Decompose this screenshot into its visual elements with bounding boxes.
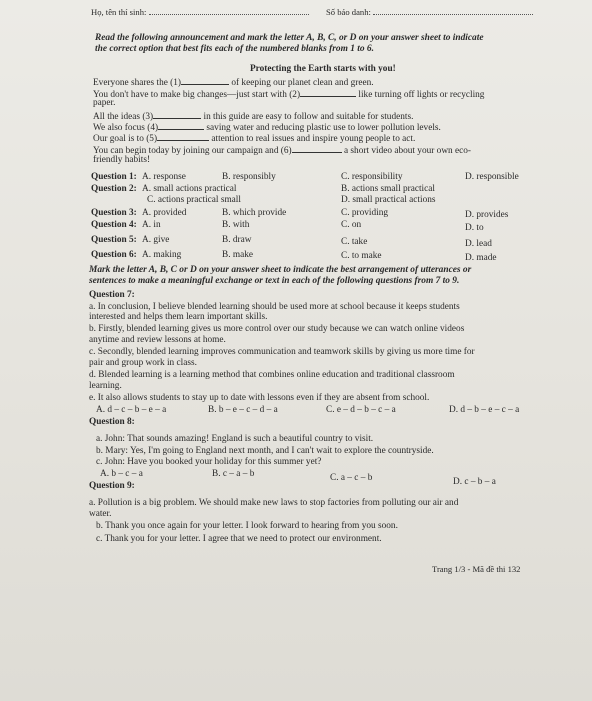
question-6: Question 6: A. making B. make C. to make D. made xyxy=(91,250,497,263)
q9-line-a1: a. Pollution is a big problem. We should make new laws to stop factories from polluting our air and xyxy=(89,498,459,508)
q4-option-c[interactable]: C. on xyxy=(341,220,362,230)
passage-line-2b: paper. xyxy=(93,98,116,108)
q8-line-a: a. John: That sounds amazing! England is such a beautiful country to visit. xyxy=(96,434,374,444)
page-footer: Trang 1/3 - Mã đề thi 132 xyxy=(432,564,521,574)
q6-option-b[interactable]: B. make xyxy=(222,250,253,260)
q2-option-b[interactable]: B. actions small practical xyxy=(341,184,435,194)
candidate-id-blank xyxy=(373,14,533,15)
announcement-title: Protecting the Earth starts with you! xyxy=(250,64,396,74)
q4-option-d[interactable]: D. to xyxy=(465,223,484,233)
q1-option-a[interactable]: A. response xyxy=(142,172,186,182)
q7-option-b[interactable]: B. b – e – c – d – a xyxy=(208,405,278,415)
q7-line-a2: interested and helps them learn important skills. xyxy=(89,312,268,322)
question-3: Question 3: A. provided B. which provide C. providing D. provides xyxy=(91,208,509,220)
q5-option-c[interactable]: C. take xyxy=(341,237,368,247)
q6-option-c[interactable]: C. to make xyxy=(341,251,382,261)
q5-option-d[interactable]: D. lead xyxy=(465,239,492,249)
passage-line-2: You don't have to make big changes—just start with (2) like turning off lights or recycling xyxy=(93,90,485,100)
section1-instruction-line2: the correct option that best fits each of the numbered blanks from 1 to 6. xyxy=(95,44,374,54)
candidate-name-blank xyxy=(149,14,309,15)
section1-instruction-line1: Read the following announcement and mark the letter A, B, C, or D on your answer sheet to indicate xyxy=(95,33,484,43)
q9-line-a2: water. xyxy=(89,509,112,519)
blank-4 xyxy=(158,121,204,130)
q6-option-a[interactable]: A. making xyxy=(142,250,182,260)
q1-option-b[interactable]: B. responsibly xyxy=(222,172,276,182)
blank-3 xyxy=(153,110,201,119)
q7-line-b1: b. Firstly, blended learning gives us more control over our study because we can watch online videos xyxy=(89,324,465,334)
q8-line-b: b. Mary: Yes, I'm going to England next month, and I can't wait to explore the countryside. xyxy=(96,446,434,456)
q8-option-b[interactable]: B. c – a – b xyxy=(212,469,255,479)
q7-option-c[interactable]: C. e – d – b – c – a xyxy=(326,405,396,415)
q3-option-d[interactable]: D. provides xyxy=(465,210,509,220)
q8-option-c[interactable]: C. a – c – b xyxy=(330,473,373,483)
question-2: Question 2: A. small actions practical B. actions small practical xyxy=(91,184,435,194)
question-9-label: Question 9: xyxy=(89,481,135,491)
q7-line-a1: a. In conclusion, I believe blended learning should be used more at school because it keeps students xyxy=(89,302,460,312)
q4-option-b[interactable]: B. with xyxy=(222,220,250,230)
section2-instruction-line2: sentences to make a meaningful exchange or text in each of the following questions from 7 to 9. xyxy=(89,276,460,286)
q4-option-a[interactable]: A. in xyxy=(142,220,161,230)
q2-option-c[interactable]: C. actions practical small xyxy=(147,195,241,205)
q7-line-c1: c. Secondly, blended learning improves communication and teamwork skills by giving us more time for xyxy=(89,347,475,357)
q3-option-a[interactable]: A. provided xyxy=(142,208,187,218)
q9-line-c: c. Thank you for your letter. I agree that we need to protect our environment. xyxy=(96,534,382,544)
q3-option-b[interactable]: B. which provide xyxy=(222,208,287,218)
q6-option-d[interactable]: D. made xyxy=(465,253,497,263)
blank-1 xyxy=(181,76,229,85)
passage-line-1: Everyone shares the (1) of keeping our planet clean and green. xyxy=(93,78,374,88)
q8-option-d[interactable]: D. c – b – a xyxy=(453,477,496,487)
q5-option-b[interactable]: B. draw xyxy=(222,235,252,245)
q3-option-c[interactable]: C. providing xyxy=(341,208,389,218)
q8-option-a[interactable]: A. b – c – a xyxy=(100,469,143,479)
question-8-label: Question 8: xyxy=(89,417,135,427)
passage-line-4: We also focus (4) saving water and reducing plastic use to lower pollution levels. xyxy=(93,123,441,133)
question-1: Question 1: A. response B. responsibly C. responsibility D. responsible xyxy=(91,172,519,182)
q1-option-d[interactable]: D. responsible xyxy=(465,172,519,182)
question-4: Question 4: A. in B. with C. on D. to xyxy=(91,220,484,233)
candidate-id-row xyxy=(326,7,533,18)
passage-line-6b: friendly habits! xyxy=(93,155,151,165)
question-5: Question 5: A. give B. draw C. take D. lead xyxy=(91,235,492,249)
q8-line-c: c. John: Have you booked your holiday for this summer yet? xyxy=(96,457,322,467)
blank-2 xyxy=(300,88,356,97)
section2-instruction-line1: Mark the letter A, B, C or D on your answer sheet to indicate the best arrangement of utterances or xyxy=(89,265,472,275)
q1-option-c[interactable]: C. responsibility xyxy=(341,172,403,182)
q7-option-d[interactable]: D. d – b – e – c – a xyxy=(449,405,520,415)
candidate-name-row xyxy=(91,7,309,18)
candidate-name-label: Họ, tên thí sinh: xyxy=(91,7,147,17)
blank-5 xyxy=(157,132,209,141)
q7-line-b2: anytime and review lessons at home. xyxy=(89,335,226,345)
q7-line-d1: d. Blended learning is a learning method that combines online education and traditional classroom xyxy=(89,370,455,380)
q9-line-b: b. Thank you once again for your letter. I look forward to hearing from you soon. xyxy=(96,521,398,531)
passage-line-5: Our goal is to (5) attention to real issues and inspire young people to act. xyxy=(93,134,416,144)
candidate-id-label: Số báo danh: xyxy=(326,7,371,17)
q5-option-a[interactable]: A. give xyxy=(142,235,170,245)
q7-line-c2: pair and group work in class. xyxy=(89,358,197,368)
question-7-label: Question 7: xyxy=(89,290,135,300)
q2-option-a[interactable]: A. small actions practical xyxy=(142,184,237,194)
passage-line-3: All the ideas (3) in this guide are easy to follow and suitable for students. xyxy=(93,112,414,122)
q7-option-a[interactable]: A. d – c – b – e – a xyxy=(96,405,167,415)
blank-6 xyxy=(292,144,342,153)
q7-line-e: e. It also allows students to stay up to date with lessons even if they are absent from school. xyxy=(89,393,430,403)
q7-line-d2: learning. xyxy=(89,381,122,391)
passage-line-6: You can begin today by joining our campaign and (6) a short video about your own eco- xyxy=(93,146,472,156)
q2-option-d[interactable]: D. small practical actions xyxy=(341,195,436,205)
